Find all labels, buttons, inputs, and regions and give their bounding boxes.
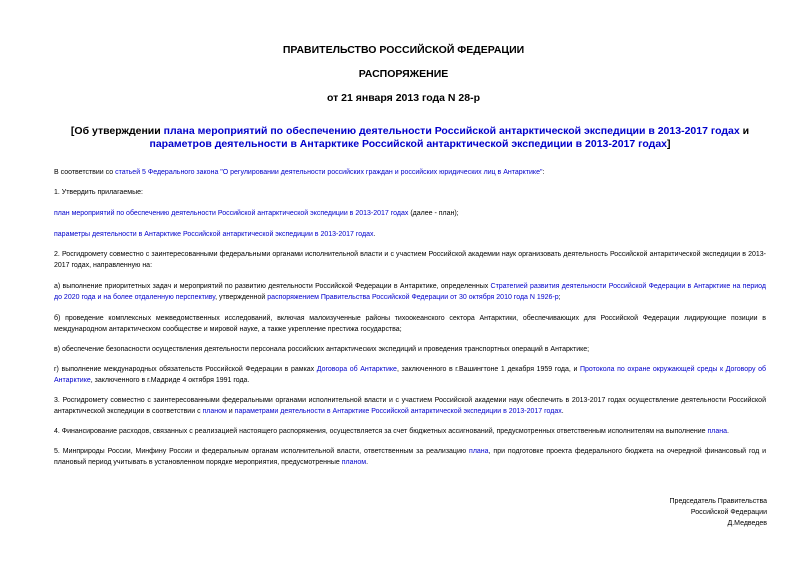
text: и <box>226 408 235 415</box>
link-parameters[interactable]: параметры деятельности в Антарктике Российской антарктической экспедиции в 2013-2017 годах <box>54 231 374 238</box>
text: , заключенного в г.Вашингтоне 1 декабря 1959 года, и <box>396 366 580 373</box>
text: а) выполнение приоритетных задач и мероприятий по развитию деятельности Российской Федерации в Антарктике, определенных <box>54 283 491 290</box>
text: , при подготовке проекта федерального бюджета на очередной финансовый год и плановый период учитывать в установленном порядке мероприятия, предусмотренные <box>54 448 767 466</box>
text: . <box>373 231 376 238</box>
text: (далее - план); <box>408 210 459 217</box>
paragraph-2: 2. Росгидромету совместно с заинтересованными федеральными органами исполнительной власти и с участием Российской академии наук организовать деятельность Российской антарктической экспедиции в 2013-2017 годах, направленную на: <box>54 251 766 269</box>
paragraph-2d <box>54 364 766 386</box>
signature-block <box>567 496 767 529</box>
text: . <box>366 459 369 466</box>
text: : <box>542 169 545 176</box>
paragraph-3 <box>54 395 766 417</box>
link-parameters-ref[interactable]: параметрами деятельности в Антарктике Российской антарктической экспедиции в 2013-2017 годах <box>234 408 562 415</box>
link-plan-measures[interactable]: планом <box>341 459 367 466</box>
text: . <box>561 408 564 415</box>
link-plan-ref[interactable]: планом <box>202 408 227 415</box>
title-close: ] <box>667 138 671 150</box>
document-type-heading: РАСПОРЯЖЕНИЕ <box>358 68 449 80</box>
title-and: и <box>739 125 750 137</box>
link-plan[interactable]: план мероприятий по обеспечению деятельности Российской антарктической экспедиции в 2013-2017 годах <box>54 210 409 217</box>
document-date-number: от 21 января 2013 года N 28-р <box>326 92 481 104</box>
paragraph-5 <box>54 446 766 468</box>
link-protocol[interactable]: Протокола по охране окружающей среды к Договору об Антарктике <box>54 366 766 384</box>
text: 4. Финансирование расходов, связанных с реализацией настоящего распоряжения, осуществляется за счет бюджетных ассигнований, предусмотренных ответственным исполнителям на выполнение <box>54 428 708 435</box>
link-plan-financing[interactable]: плана <box>707 428 727 435</box>
link-antarctic-treaty[interactable]: Договора об Антарктике <box>316 366 397 373</box>
paragraph-1: 1. Утвердить прилагаемые: <box>54 189 143 196</box>
title-link-parameters[interactable]: параметров деятельности в Антарктике Российской антарктической экспедиции в 2013-2017 годах <box>149 138 668 150</box>
link-strategy[interactable]: Стратегией развития деятельности Российской Федерации в Антарктике на период до 2020 года и на более отдаленную перспективу <box>54 283 766 301</box>
text: ; <box>558 294 561 301</box>
text: , заключенного в г.Мадриде 4 октября 1991 года. <box>90 377 250 384</box>
link-federal-law[interactable]: статьей 5 Федерального закона "О регулировании деятельности российских граждан и российских юридических лиц в Антарктике" <box>115 169 543 176</box>
document-title <box>54 125 766 151</box>
title-link-plan[interactable]: плана мероприятий по обеспечению деятельности Российской антарктической экспедиции в 2013-2017 годах <box>163 125 740 137</box>
signature-name: Д.Медведев <box>727 520 767 527</box>
paragraph-4 <box>54 426 766 437</box>
paragraph-2a <box>54 281 766 303</box>
text: 5. Минприроды России, Минфину России и федеральным органам исполнительной власти, ответственным за реализацию <box>54 448 470 455</box>
paragraph-plan <box>54 208 766 219</box>
paragraph-2b: б) проведение комплексных межведомственных исследований, включая малоизученные районы тихоокеанского сектора Антарктики, обеспечивающих для Российской Федерации лидирующие позиции в международном антарктическом сообществе и мировой науке, а также укрепление престижа государства; <box>54 315 766 333</box>
text: В соответствии со <box>54 169 116 176</box>
signature-country: Российской Федерации <box>690 509 767 516</box>
government-heading: ПРАВИТЕЛЬСТВО РОССИЙСКОЙ ФЕДЕРАЦИИ <box>282 44 525 56</box>
link-order-1926[interactable]: распоряжением Правительства Российской Федерации от 30 октября 2010 года N 1926-р <box>267 294 559 301</box>
paragraph-preamble <box>54 167 766 178</box>
paragraph-2c: в) обеспечение безопасности осуществления деятельности персонала российских антарктических экспедиций и проведения транспортных операций в Антарктике; <box>54 346 590 353</box>
text: 3. Росгидромету совместно с заинтересованными федеральными органами исполнительной власти и с участием Российской академии наук обеспечить в 2013-2017 годах осуществление деятельности Российской антарктической экспедиции в соответствии с <box>54 397 766 415</box>
signature-title: Председатель Правительства <box>669 498 767 505</box>
text: , утвержденной <box>215 294 268 301</box>
link-plan-implementation[interactable]: плана <box>469 448 489 455</box>
paragraph-parameters <box>54 229 766 240</box>
title-open: [Об утверждении <box>70 125 164 137</box>
text: . <box>727 428 729 435</box>
text: г) выполнение международных обязательств Российской Федерации в рамках <box>54 366 317 373</box>
